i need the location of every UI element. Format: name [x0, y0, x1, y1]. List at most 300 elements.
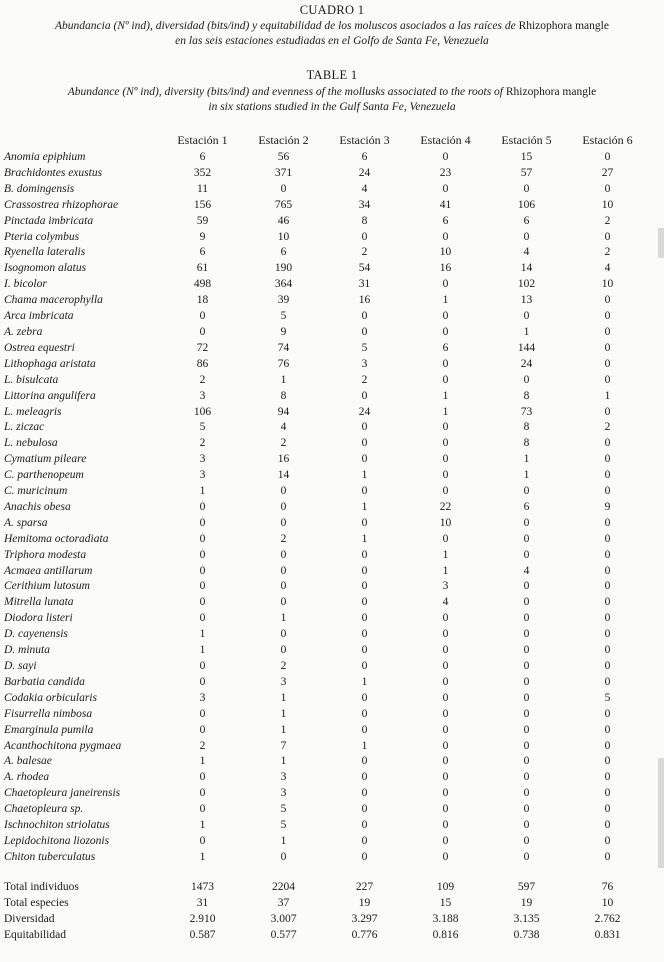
station-5-value: 0 [523, 850, 530, 863]
station-4-value: 4 [442, 596, 449, 609]
table-row [4, 230, 648, 246]
station-2-value: 1 [280, 707, 287, 720]
station-1-value: 0 [199, 771, 206, 784]
station-1-value: 9 [199, 230, 206, 243]
station-2-value: 5 [280, 803, 287, 816]
station-6-value: 0 [604, 755, 611, 768]
station-1-value: 0 [199, 834, 206, 847]
table-row [4, 452, 648, 468]
station-2-value: 14 [277, 469, 290, 482]
station-2-value: 2 [280, 660, 287, 672]
species-name: Acmaea antillarum [4, 564, 93, 577]
station-1-value: 72 [196, 341, 209, 354]
station-3-value: 31 [358, 278, 371, 291]
species-name: Fisurrella nimbosa [4, 707, 93, 720]
station-2-value: 8 [280, 389, 287, 402]
station-5-value: 0 [523, 485, 530, 498]
station-3-value: 0.776 [351, 928, 378, 941]
table-row [4, 166, 648, 182]
station-4-value: 6 [442, 214, 449, 227]
table-row [4, 341, 648, 357]
station-4-value: 0 [442, 325, 449, 338]
species-name: Mitrella lunata [4, 596, 74, 609]
station-4-value: 0 [442, 850, 449, 863]
header-station-1: Estación 1 [177, 133, 228, 148]
station-5-value: 597 [517, 880, 536, 893]
station-3-value: 1 [361, 532, 368, 545]
station-1-value: 6 [199, 246, 206, 259]
station-1-value: 106 [193, 405, 212, 418]
table-row [4, 818, 648, 834]
station-6-value: 27 [601, 166, 614, 179]
station-2-value: 364 [274, 278, 293, 291]
station-5-value: 57 [520, 166, 533, 179]
station-1-value: 0.587 [189, 928, 216, 941]
station-6-value: 0 [604, 723, 611, 736]
station-4-value: 109 [436, 880, 455, 893]
station-3-value: 19 [358, 896, 371, 909]
station-1-value: 11 [196, 182, 209, 195]
station-1-value: 5 [199, 421, 206, 434]
station-5-value: 0 [523, 675, 530, 688]
station-2-value: 39 [277, 294, 290, 307]
station-5-value: 6 [523, 214, 530, 227]
station-3-value: 0 [361, 819, 368, 832]
station-4-value: 3 [442, 580, 449, 593]
table-row [4, 214, 648, 230]
cuadro-label: CUADRO 1 [299, 3, 365, 17]
station-6-value: 5 [604, 691, 611, 704]
station-1-value: 2.910 [189, 912, 216, 925]
station-3-value: 1 [361, 469, 368, 482]
summary-label: Total especies [4, 896, 69, 909]
station-1-value: 0 [199, 660, 206, 672]
station-5-value: 4 [523, 564, 530, 577]
station-6-value: 0 [604, 564, 611, 577]
station-3-value: 0 [361, 723, 368, 736]
summary-rows [4, 866, 648, 944]
station-4-value: 0 [442, 421, 449, 434]
table-row [4, 182, 648, 198]
station-5-value: 0 [523, 596, 530, 609]
station-2-value: 2 [280, 532, 287, 545]
station-1-value: 18 [196, 294, 209, 307]
table-row [4, 405, 648, 421]
station-3-value: 3 [361, 357, 368, 370]
station-5-value: 0 [523, 612, 530, 625]
station-5-value: 14 [520, 262, 533, 275]
species-name: Chaetopleura janeirensis [4, 787, 121, 800]
station-6-value: 2 [604, 421, 611, 434]
station-3-value: 0 [361, 771, 368, 784]
station-2-value: 0 [280, 500, 287, 513]
table-row [4, 834, 648, 850]
station-4-value: 1 [442, 564, 449, 577]
station-6-value: 0 [604, 230, 611, 243]
station-3-value: 16 [358, 294, 371, 307]
table-row [4, 770, 648, 786]
table-row [4, 659, 648, 675]
species-name: Triphora modesta [4, 548, 87, 561]
station-1-value: 1 [199, 628, 206, 641]
station-3-value: 0 [361, 230, 368, 243]
station-4-value: 0 [442, 453, 449, 466]
species-name: Codakia orbicularis [4, 691, 97, 704]
station-1-value: 3 [199, 389, 206, 402]
station-4-value: 0 [442, 787, 449, 800]
station-1-value: 0 [199, 787, 206, 800]
station-2-value: 16 [277, 453, 290, 466]
station-5-value: 0 [523, 548, 530, 561]
station-1-value: 0 [199, 723, 206, 736]
summary-label: Diversidad [4, 912, 55, 925]
station-3-value: 24 [358, 405, 371, 418]
station-3-value: 1 [361, 675, 368, 688]
station-1-value: 2 [199, 739, 206, 752]
mollusk-abundance-table [4, 132, 648, 943]
summary-row [4, 912, 648, 928]
station-5-value: 0 [523, 723, 530, 736]
table-row [4, 739, 648, 755]
station-6-value: 0 [604, 771, 611, 784]
station-3-value: 0 [361, 850, 368, 863]
table-row [4, 723, 648, 739]
species-name: C. muricinum [4, 485, 68, 498]
station-4-value: 0 [442, 485, 449, 498]
station-6-value: 9 [604, 500, 611, 513]
station-4-value: 1 [442, 405, 449, 418]
table-row [4, 627, 648, 643]
species-name: Brachidontes exustus [4, 166, 103, 179]
station-2-value: 94 [277, 405, 290, 418]
species-name: Anomia epiphium [4, 151, 86, 163]
station-3-value: 0 [361, 485, 368, 498]
station-2-value: 1 [280, 691, 287, 704]
station-3-value: 0 [361, 787, 368, 800]
table-row [4, 532, 648, 548]
station-2-value: 46 [277, 214, 290, 227]
station-6-value: 0 [604, 660, 611, 672]
station-6-value: 0 [604, 834, 611, 847]
spanish-caption-genus: Rhizophora mangle [518, 20, 609, 32]
table-row [4, 675, 648, 691]
station-4-value: 0 [442, 675, 449, 688]
table-row [4, 261, 648, 277]
header-station-3: Estación 3 [339, 133, 390, 148]
station-5-value: 13 [520, 294, 533, 307]
station-1-value: 61 [196, 262, 209, 275]
summary-row [4, 896, 648, 912]
station-5-value: 8 [523, 389, 530, 402]
table-row [4, 516, 648, 532]
species-name: Cymatium pileare [4, 453, 87, 466]
table-row [4, 691, 648, 707]
species-name: Acanthochitona pygmaea [4, 739, 122, 752]
station-2-value: 371 [274, 166, 293, 179]
station-6-value: 0 [604, 373, 611, 386]
station-2-value: 1 [280, 834, 287, 847]
station-3-value: 0 [361, 310, 368, 323]
station-1-value: 0 [199, 310, 206, 323]
species-name: D. sayi [4, 660, 37, 672]
table-row [4, 245, 648, 261]
station-2-value: 10 [277, 230, 290, 243]
page-edge-shadow-lower [658, 758, 664, 868]
table-header-row [4, 132, 648, 150]
station-5-value: 0 [523, 532, 530, 545]
station-4-value: 0 [442, 644, 449, 657]
station-4-value: 0 [442, 755, 449, 768]
table-row [4, 595, 648, 611]
header-station-2: Estación 2 [258, 133, 309, 148]
station-5-value: 144 [517, 341, 536, 354]
species-name: Crassostrea rhizophorae [4, 198, 119, 211]
station-4-value: 1 [442, 294, 449, 307]
species-rows [4, 150, 648, 866]
station-6-value: 0 [604, 294, 611, 307]
station-4-value: 0 [442, 310, 449, 323]
station-5-value: 0 [523, 707, 530, 720]
station-4-value: 16 [439, 262, 452, 275]
english-caption-text-2: in six stations studied in the Gulf Santa Fe, Venezuela [208, 101, 456, 113]
station-3-value: 227 [355, 880, 374, 893]
station-5-value: 0 [523, 373, 530, 386]
station-2-value: 4 [280, 421, 287, 434]
table-row [4, 579, 648, 595]
station-1-value: 0 [199, 548, 206, 561]
station-2-value: 1 [280, 373, 287, 386]
table-row [4, 357, 648, 373]
station-6-value: 2.762 [594, 912, 621, 925]
station-3-value: 0 [361, 453, 368, 466]
station-1-value: 0 [199, 580, 206, 593]
station-6-value: 0 [604, 341, 611, 354]
table-row [4, 150, 648, 166]
station-1-value: 3 [199, 453, 206, 466]
station-5-value: 0 [523, 516, 530, 529]
station-4-value: 1 [442, 548, 449, 561]
table-row [4, 500, 648, 516]
spanish-caption-text-2: en las seis estaciones estudiadas en el Golfo de Santa Fe, Venezuela [175, 35, 489, 47]
station-3-value: 0 [361, 644, 368, 657]
station-4-value: 23 [439, 166, 452, 179]
summary-row [4, 928, 648, 944]
station-2-value: 9 [280, 325, 287, 338]
station-1-value: 59 [196, 214, 209, 227]
table-row [4, 643, 648, 659]
station-5-value: 4 [523, 246, 530, 259]
station-5-value: 0 [523, 230, 530, 243]
station-3-value: 0 [361, 803, 368, 816]
station-6-value: 0 [604, 628, 611, 641]
station-5-value: 106 [517, 198, 536, 211]
english-caption-text: Abundance (Nº ind), diversity (bits/ind) and evenness of the mollusks associated to the roots of [67, 86, 506, 98]
station-6-value: 0 [604, 707, 611, 720]
english-caption-genus: Rhizophora mangle [505, 86, 597, 98]
station-5-value: 1 [523, 453, 530, 466]
station-1-value: 0 [199, 516, 206, 529]
station-3-value: 0 [361, 516, 368, 529]
station-3-value: 0 [361, 691, 368, 704]
station-6-value: 0 [604, 596, 611, 609]
species-name: C. parthenopeum [4, 469, 84, 482]
station-5-value: 1 [523, 325, 530, 338]
species-name: A. zebra [4, 325, 43, 338]
station-4-value: 0 [442, 532, 449, 545]
station-3-value: 0 [361, 421, 368, 434]
station-2-value: 5 [280, 819, 287, 832]
station-1-value: 1473 [191, 880, 214, 893]
station-1-value: 498 [193, 278, 212, 291]
station-6-value: 4 [604, 262, 611, 275]
table-row [4, 802, 648, 818]
station-1-value: 2 [199, 373, 206, 386]
species-name: Littorina angulifera [4, 389, 96, 402]
station-2-value: 74 [277, 341, 290, 354]
table-row [4, 611, 648, 627]
station-5-value: 8 [523, 421, 530, 434]
station-4-value: 15 [439, 896, 452, 909]
station-1-value: 3 [199, 691, 206, 704]
station-3-value: 0 [361, 834, 368, 847]
station-2-value: 1 [280, 755, 287, 768]
station-4-value: 0 [442, 834, 449, 847]
station-6-value: 0 [604, 819, 611, 832]
page-edge-shadow [658, 228, 664, 258]
table-row [4, 389, 648, 405]
species-name: Chiton tuberculatus [4, 850, 96, 863]
station-4-value: 0 [442, 151, 449, 163]
station-4-value: 10 [439, 516, 452, 529]
table-row [4, 754, 648, 770]
species-name: Pinctada imbricata [4, 214, 94, 227]
station-2-value: 0.577 [270, 928, 297, 941]
station-6-value: 0 [604, 182, 611, 195]
station-3-value: 8 [361, 214, 368, 227]
station-3-value: 0 [361, 564, 368, 577]
station-1-value: 0 [199, 500, 206, 513]
station-4-value: 1 [442, 389, 449, 402]
station-4-value: 0 [442, 230, 449, 243]
station-2-value: 56 [277, 151, 290, 163]
station-2-value: 0 [280, 516, 287, 529]
species-name: Emarginula pumila [4, 723, 94, 736]
station-3-value: 2 [361, 246, 368, 259]
station-3-value: 0 [361, 660, 368, 672]
station-6-value: 0 [604, 739, 611, 752]
station-3-value: 1 [361, 500, 368, 513]
station-6-value: 0 [604, 548, 611, 561]
station-6-value: 0 [604, 453, 611, 466]
station-5-value: 0 [523, 819, 530, 832]
station-2-value: 2 [280, 437, 287, 450]
station-2-value: 76 [277, 357, 290, 370]
station-5-value: 8 [523, 437, 530, 450]
station-4-value: 0 [442, 771, 449, 784]
species-name: L. ziczac [4, 421, 45, 434]
station-3-value: 4 [361, 182, 368, 195]
station-6-value: 0 [604, 644, 611, 657]
table-row [4, 484, 648, 500]
station-5-value: 0 [523, 787, 530, 800]
station-6-value: 0 [604, 325, 611, 338]
station-5-value: 19 [520, 896, 533, 909]
table-label: TABLE 1 [306, 68, 358, 82]
station-5-value: 0 [523, 771, 530, 784]
species-name: Ostrea equestri [4, 341, 75, 354]
station-6-value: 10 [601, 198, 614, 211]
species-name: Diodora listeri [4, 612, 73, 625]
station-6-value: 0 [604, 469, 611, 482]
species-name: Barbatia candida [4, 675, 85, 688]
station-2-value: 0 [280, 182, 287, 195]
station-1-value: 0 [199, 564, 206, 577]
station-6-value: 0 [604, 151, 611, 163]
station-2-value: 5 [280, 310, 287, 323]
station-3-value: 0 [361, 628, 368, 641]
station-2-value: 0 [280, 850, 287, 863]
station-3-value: 0 [361, 755, 368, 768]
station-5-value: 0 [523, 310, 530, 323]
station-6-value: 0 [604, 516, 611, 529]
station-6-value: 0 [604, 787, 611, 800]
species-name: Anachis obesa [4, 500, 71, 513]
station-5-value: 0 [523, 580, 530, 593]
station-5-value: 0 [523, 834, 530, 847]
station-5-value: 24 [520, 357, 533, 370]
station-3-value: 1 [361, 739, 368, 752]
station-6-value: 10 [601, 896, 614, 909]
station-1-value: 1 [199, 819, 206, 832]
species-name: Lepidochitona liozonis [4, 834, 110, 847]
species-name: L. meleagris [4, 405, 62, 418]
station-5-value: 73 [520, 405, 533, 418]
station-2-value: 0 [280, 564, 287, 577]
header-species [4, 132, 162, 150]
station-6-value: 0 [604, 357, 611, 370]
station-1-value: 156 [193, 198, 212, 211]
station-5-value: 15 [520, 151, 533, 163]
station-1-value: 86 [196, 357, 209, 370]
station-6-value: 0 [604, 437, 611, 450]
table-row [4, 420, 648, 436]
station-3-value: 5 [361, 341, 368, 354]
station-2-value: 3 [280, 771, 287, 784]
station-2-value: 3.007 [270, 912, 297, 925]
station-3-value: 0 [361, 325, 368, 338]
station-1-value: 352 [193, 166, 212, 179]
table-row [4, 325, 648, 341]
spanish-caption [0, 19, 664, 49]
station-1-value: 0 [199, 612, 206, 625]
station-6-value: 0 [604, 580, 611, 593]
species-name: D. cayenensis [4, 628, 68, 641]
table-row [4, 373, 648, 389]
station-2-value: 0 [280, 644, 287, 657]
station-3-value: 34 [358, 198, 371, 211]
species-name: Lithophaga aristata [4, 357, 96, 370]
station-3-value: 3.297 [351, 912, 378, 925]
station-4-value: 0 [442, 278, 449, 291]
station-1-value: 0 [199, 707, 206, 720]
header-station-5: Estación 5 [501, 133, 552, 148]
station-4-value: 41 [439, 198, 452, 211]
station-3-value: 0 [361, 707, 368, 720]
station-4-value: 0.816 [432, 928, 459, 941]
table-row [4, 309, 648, 325]
station-4-value: 0 [442, 819, 449, 832]
station-2-value: 6 [280, 246, 287, 259]
